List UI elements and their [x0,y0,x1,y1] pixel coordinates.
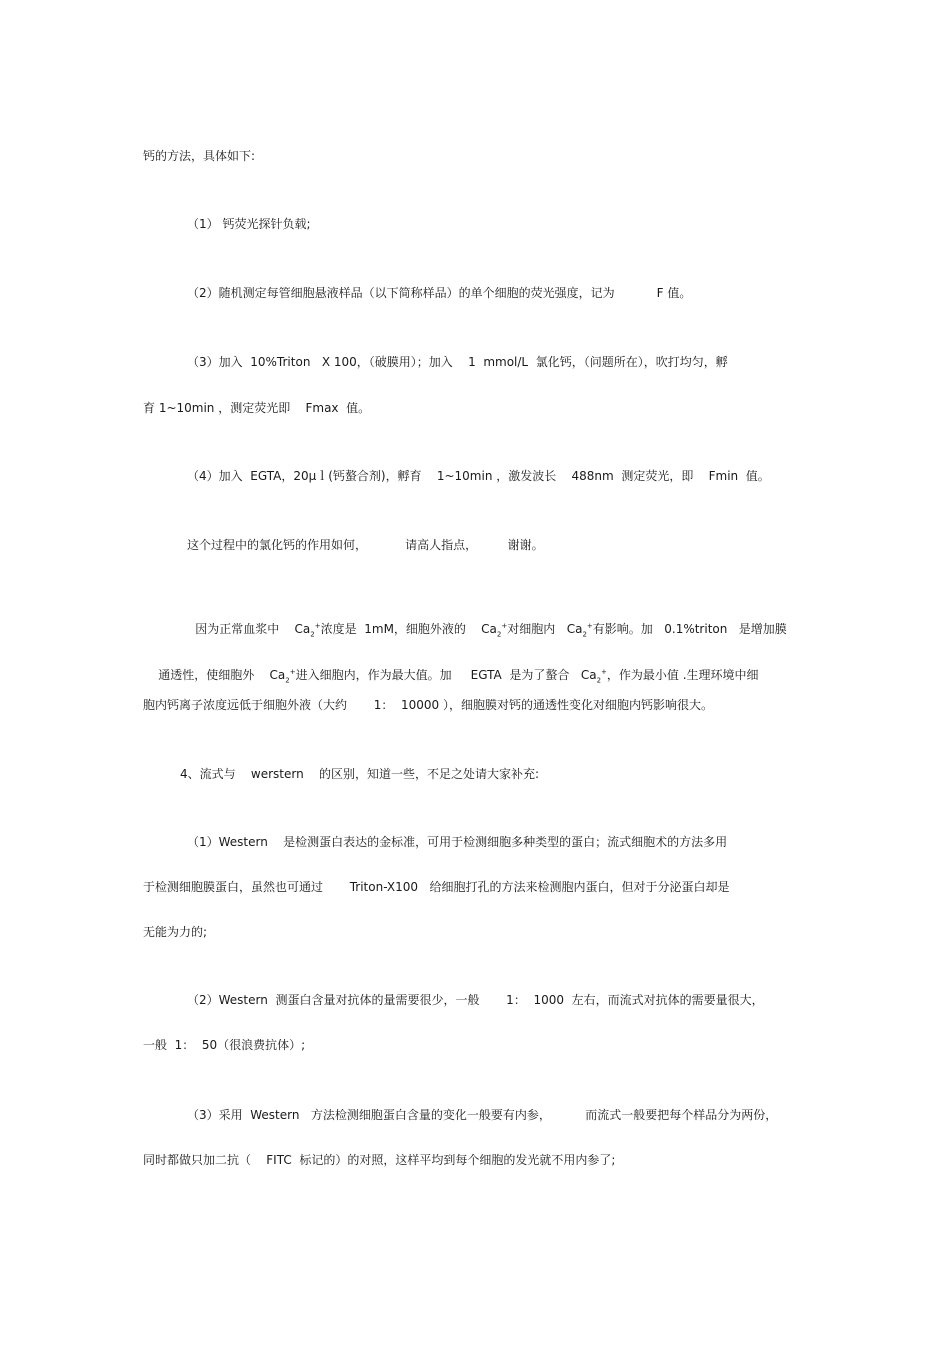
text-line: 钙的方法，具体如下: [143,149,256,163]
list-item: （3）采用 Western 方法检测细胞蛋白含量的变化一般要有内参， 而流式一般要把每个样品分为两份， [187,1108,778,1122]
text-line: 这个过程中的氯化钙的作用如何， 请高人指点， 谢谢。 [187,538,544,552]
list-item: （1） 钙荧光探针负载; [187,217,311,231]
text-line: 同时都做只加二抗（ FITC 标记的）的对照，这样平均到每个细胞的发光就不用内参了; [143,1153,616,1167]
ion-superscript: + [289,668,296,676]
text-line [180,605,787,653]
ion-subscript: 2 [496,630,502,639]
ion-subscript: 2 [596,676,602,685]
ion-superscript: + [501,622,508,630]
ion-subscript: 2 [285,676,290,685]
list-item: （4）加入 EGTA，20μｌ(钙螯合剂)，孵育 1~10min ，激发波长 488nm 测定荧光，即 Fmin 值。 [187,469,770,483]
ion-subscript: 2 [582,630,587,639]
text-line: 育 1~10min ，测定荧光即 Fmax 值。 [143,401,371,415]
ion-superscript: + [601,668,607,676]
text-line: 于检测细胞膜蛋白，虽然也可通过 Triton-X100 给细胞打孔的方法来检测胞内蛋白，但对于分泌蛋白却是 [143,880,730,894]
text-segment: 浓度是 1mM，细胞外液的 Ca [320,622,497,636]
ion-superscript: + [314,622,321,630]
section-heading: 4、流式与 werstern 的区别，知道一些，不足之处请大家补充: [180,767,539,781]
text-line: 无能为力的; [143,925,208,939]
text-segment: 对细胞内 Ca [507,622,583,636]
text-segment: 进入细胞内，作为最大值。加 EGTA 是为了螯合 Ca [295,668,597,682]
list-item: （2）Western 测蛋白含量对抗体的量需要很少，一般 1： 1000 左右，而流式对抗体的需要量很大， [187,993,764,1007]
text-segment: 有影响。加 0.1%triton 是增加膜 [592,622,787,636]
ion-superscript: + [586,622,593,630]
text-line [143,651,759,699]
text-segment: 通透性，使细胞外 Ca [158,668,286,682]
text-segment: 因为正常血浆中 Ca [195,622,311,636]
text-line: 一般 1： 50（很浪费抗体）; [143,1038,306,1052]
list-item: （2）随机测定每管细胞悬液样品（以下简称样品）的单个细胞的荧光强度，记为 F 值。 [187,286,692,300]
ion-subscript: 2 [310,630,315,639]
list-item: （1）Western 是检测蛋白表达的金标准，可用于检测细胞多种类型的蛋白；流式细胞术的方法多用 [187,835,728,849]
text-line: 胞内钙离子浓度远低于细胞外液（大约 1： 10000 ），细胞膜对钙的通透性变化对细胞内钙影响很大。 [143,698,713,712]
text-segment: ，作为最小值 .生理环境中细 [606,668,759,682]
list-item: （3）加入 10%Triton X 100，（破膜用）；加入 1 mmol/L 氯化钙，（问题所在），吹打均匀，孵 [187,355,728,369]
